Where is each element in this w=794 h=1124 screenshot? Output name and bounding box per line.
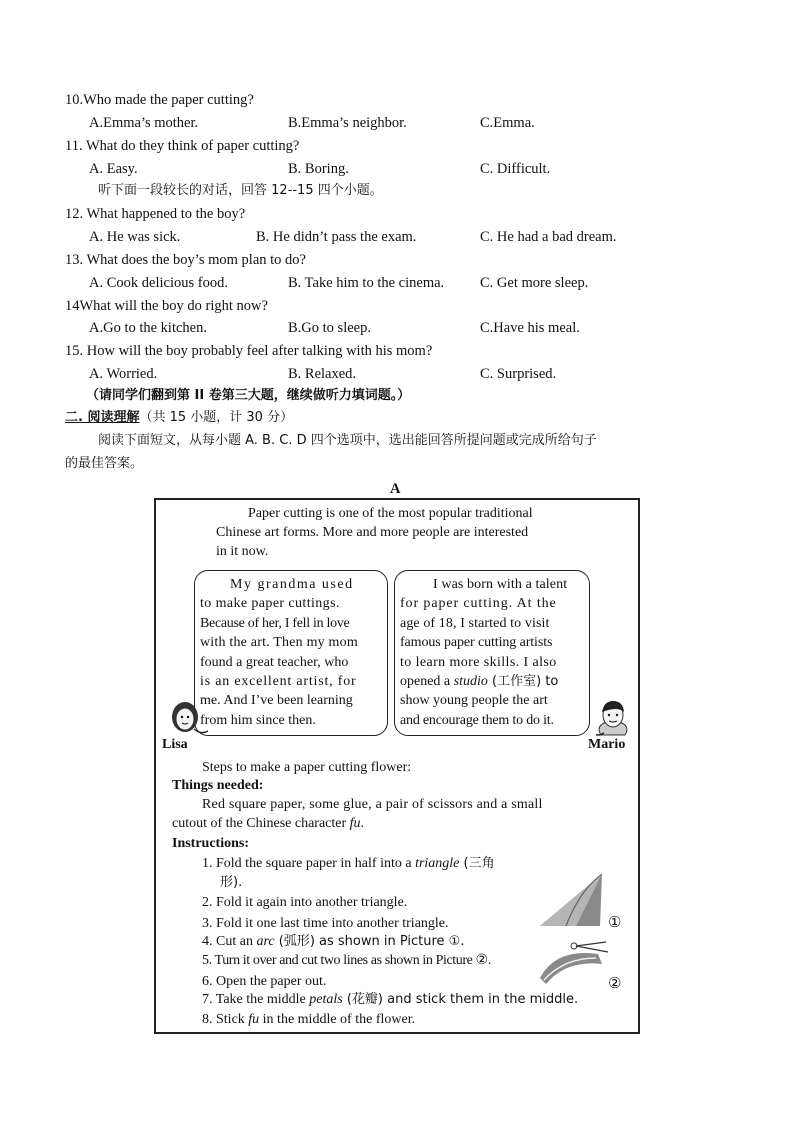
q14-option-b: B.Go to sleep. [288, 320, 371, 336]
q11-stem: 11. What do they think of paper cutting? [65, 138, 300, 154]
fu-term: fu [349, 816, 361, 831]
studio-term: studio [453, 674, 488, 690]
q12-option-b: B. He didn’t pass the exam. [256, 229, 417, 245]
mario-line: I was born with a talent [433, 577, 568, 592]
q15-option-b: B. Relaxed. [288, 366, 357, 382]
step-7-post: (花瓣) and stick them in the middle. [342, 992, 579, 1007]
step-3: 3. Fold it one last time into another triangle. [202, 916, 449, 931]
triangle-term: triangle [415, 856, 460, 871]
cut-arc-picture [536, 940, 612, 988]
petals-term: petals [309, 992, 343, 1007]
mario-speech-bubble [394, 570, 590, 736]
step-4-pre: 4. Cut an [202, 934, 257, 949]
section-title-rest: （共 15 小题，计 30 分） [139, 410, 294, 425]
q14-stem: 14What will the boy do right now? [65, 298, 268, 314]
things-line-2-post: . [360, 816, 365, 831]
lisa-line: from him since then. [200, 712, 316, 728]
step-8-pre: 8. Stick [202, 1012, 249, 1027]
step-4-post: (弧形) as shown in Picture ①. [274, 934, 465, 949]
mario-line: and encourage them to do it. [400, 712, 554, 728]
q12-option-a: A. He was sick. [89, 229, 181, 245]
q11-option-b: B. Boring. [288, 161, 349, 177]
mario-line-studio-post: (工作室) to [487, 674, 559, 690]
lisa-line: found a great teacher, who [200, 654, 349, 670]
folded-triangle-picture [536, 870, 608, 930]
q10-option-a: A.Emma’s mother. [89, 115, 199, 131]
things-line-1: Red square paper, some glue, a pair of scissors and a small [202, 797, 543, 812]
arc-term: arc [256, 934, 275, 949]
step-8 [202, 1011, 415, 1029]
q13-option-c: C. Get more sleep. [480, 275, 589, 291]
intro-line-2: Chinese art forms. More and more people are interested [216, 525, 529, 540]
intro-line-3: in it now. [216, 544, 269, 559]
mario-line: famous paper cutting artists [400, 635, 553, 651]
step-1-continued: 形). [220, 875, 243, 890]
q13-option-a: A. Cook delicious food. [89, 275, 228, 291]
passage-label: A [390, 481, 401, 497]
mario-line: for paper cutting. At the [400, 596, 557, 612]
q13-stem: 13. What does the boy’s mom plan to do? [65, 252, 306, 268]
mario-line-studio [400, 672, 584, 691]
step-2: 2. Fold it again into another triangle. [202, 895, 408, 910]
step-1-post: (三角 [459, 856, 495, 871]
step-5: 5. Turn it over and cut two lines as shown in Picture ②. [202, 953, 491, 968]
mario-line: show young people the art [400, 693, 548, 709]
step-7 [202, 991, 578, 1009]
lisa-line: me. And I’ve been learning [200, 693, 353, 709]
q11-option-a: A. Easy. [89, 161, 138, 177]
q15-option-a: A. Worried. [89, 366, 158, 382]
q10-option-c: C.Emma. [480, 115, 535, 131]
q10-option-b: B.Emma’s neighbor. [288, 115, 407, 131]
picture-1-label: ① [608, 915, 622, 931]
fu-term-step8: fu [248, 1012, 260, 1027]
q12-stem: 12. What happened to the boy? [65, 206, 246, 222]
section-instruction-line1: 阅读下面短文，从每小题 A. B. C. D 四个选项中，选出能回答所提问题或完成所给句子 [98, 433, 597, 448]
lisa-line: is an excellent artist, for [200, 674, 357, 690]
intro-line-1: Paper cutting is one of the most popular traditional [248, 506, 533, 521]
step-8-post: in the middle of the flower. [259, 1012, 416, 1027]
section-instruction-line2: 的最佳答案。 [65, 456, 144, 471]
lisa-name: Lisa [162, 737, 188, 752]
steps-title: Steps to make a paper cutting flower: [202, 760, 412, 775]
section-title [65, 409, 293, 427]
section-title-main: 二. 阅读理解 [65, 410, 140, 425]
lisa-line: to make paper cuttings. [200, 596, 340, 612]
things-line-2 [172, 815, 364, 833]
listening-instruction: 听下面一段较长的对话，回答 12--15 四个小题。 [98, 183, 383, 198]
q11-option-c: C. Difficult. [480, 161, 551, 177]
q15-stem: 15. How will the boy probably feel after talking with his mom? [65, 343, 433, 359]
step-4 [202, 933, 464, 951]
mario-name: Mario [588, 737, 626, 752]
q14-option-c: C.Have his meal. [480, 320, 580, 336]
q10-stem: 10.Who made the paper cutting? [65, 92, 254, 108]
mario-line: to learn more skills. I also [400, 654, 557, 670]
turn-page-note: （请同学们翻到第 II 卷第三大题，继续做听力填词题。） [86, 388, 411, 403]
step-6: 6. Open the paper out. [202, 974, 327, 989]
mario-line: age of 18, I started to visit [400, 615, 550, 631]
lisa-line: with the art. Then my mom [200, 635, 358, 651]
q12-option-c: C. He had a bad dream. [480, 229, 617, 245]
lisa-line: Because of her, I fell in love [200, 615, 350, 631]
q15-option-c: C. Surprised. [480, 366, 557, 382]
step-1-pre: 1. Fold the square paper in half into a [202, 856, 416, 871]
q13-option-b: B. Take him to the cinema. [288, 275, 445, 291]
mario-line-studio-pre: opened a [400, 674, 454, 690]
lisa-line: My grandma used [230, 577, 354, 592]
things-heading: Things needed: [172, 778, 264, 793]
q14-option-a: A.Go to the kitchen. [89, 320, 207, 336]
lisa-speech-bubble [194, 570, 388, 736]
picture-2-label: ② [608, 976, 622, 992]
passage-box [154, 498, 640, 1034]
instructions-heading: Instructions: [172, 836, 250, 851]
step-7-pre: 7. Take the middle [202, 992, 310, 1007]
things-line-2-pre: cutout of the Chinese character [172, 816, 350, 831]
step-1 [202, 855, 495, 873]
